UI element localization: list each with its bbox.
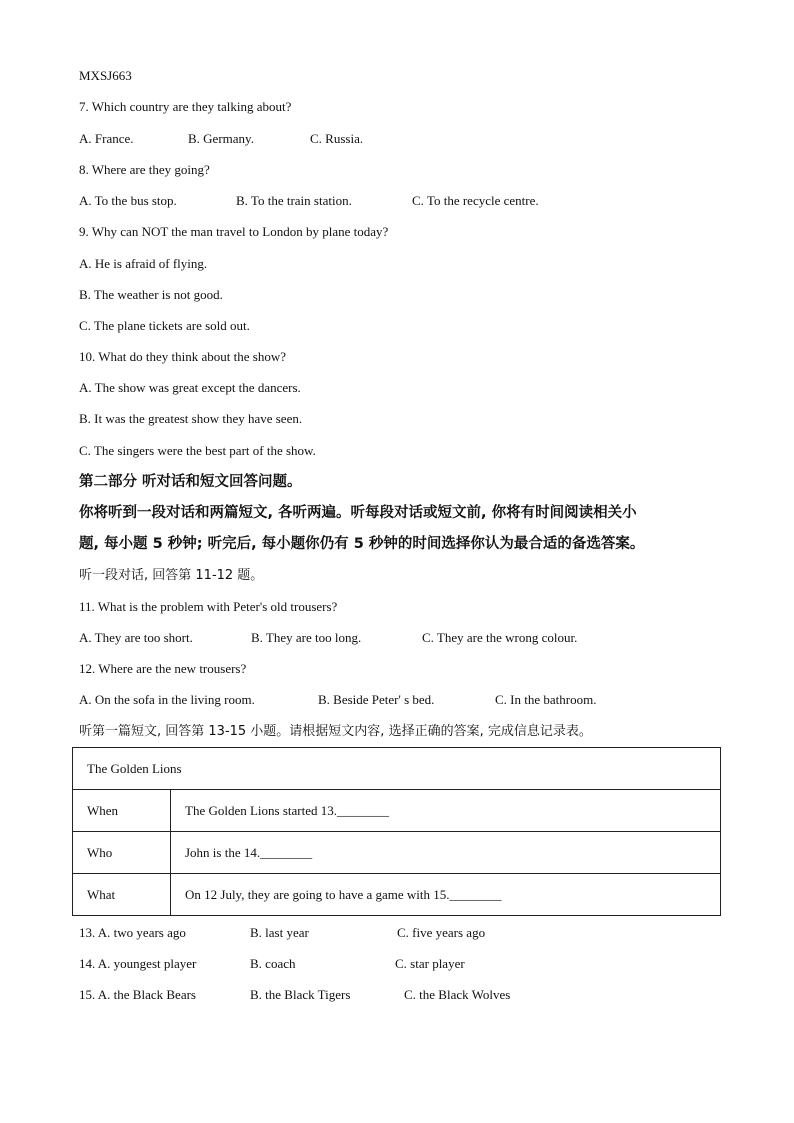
question-10-option-a[interactable]: A. The show was great except the dancers. — [79, 380, 301, 395]
table-title-row — [73, 748, 721, 790]
header-code: MXSJ663 — [79, 68, 132, 83]
option-c[interactable]: C. five years ago — [397, 925, 486, 940]
table-row-text: John is the 14.________ — [171, 832, 721, 874]
question-11: 11. What is the problem with Peter's old trousers? — [79, 599, 338, 614]
option-b[interactable]: B. last year — [250, 925, 309, 940]
option-a[interactable]: A. To the bus stop. — [79, 193, 177, 208]
question-10: 10. What do they think about the show? — [79, 349, 287, 364]
option-c[interactable]: C. In the bathroom. — [495, 692, 597, 707]
question-10-option-c[interactable]: C. The singers were the best part of the show. — [79, 443, 316, 458]
option-a[interactable]: A. On the sofa in the living room. — [79, 692, 255, 707]
question-9: 9. Why can NOT the man travel to London by plane today? — [79, 224, 389, 239]
table-row-text: On 12 July, they are going to have a game with 15.________ — [171, 874, 721, 916]
option-c[interactable]: C. They are the wrong colour. — [422, 630, 578, 645]
question-10-option-b[interactable]: B. It was the greatest show they have seen. — [79, 411, 303, 426]
option-a[interactable]: A. France. — [79, 131, 134, 146]
option-c[interactable]: C. Russia. — [310, 131, 364, 146]
table-row — [73, 790, 721, 832]
table-row-text: The Golden Lions started 13.________ — [171, 790, 721, 832]
option-b[interactable]: B. the Black Tigers — [250, 987, 351, 1002]
dialogue-intro: 听一段对话, 回答第 11-12 题。 — [79, 568, 264, 583]
table-row — [73, 832, 721, 874]
option-a[interactable]: A. They are too short. — [79, 630, 193, 645]
question-8: 8. Where are they going? — [79, 162, 210, 177]
option-b[interactable]: B. Beside Peter' s bed. — [318, 692, 435, 707]
option-b[interactable]: B. coach — [250, 956, 296, 971]
option-c[interactable]: C. star player — [395, 956, 465, 971]
section-2-instruction-2: 题, 每小题 5 秒钟; 听完后, 每小题你仍有 5 秒钟的时间选择你认为最合适的备选答案。 — [79, 536, 645, 552]
question-9-option-b[interactable]: B. The weather is not good. — [79, 287, 223, 302]
info-record-table — [72, 747, 721, 916]
table-row-label: Who — [73, 832, 171, 874]
table-title: The Golden Lions — [73, 748, 721, 790]
question-9-option-a[interactable]: A. He is afraid of flying. — [79, 256, 208, 271]
option-b[interactable]: B. They are too long. — [251, 630, 362, 645]
section-2-instruction-1: 你将听到一段对话和两篇短文, 各听两遍。听每段对话或短文前, 你将有时间阅读相关小 — [79, 505, 637, 521]
option-c[interactable]: C. the Black Wolves — [404, 987, 511, 1002]
passage-intro: 听第一篇短文, 回答第 13-15 小题。请根据短文内容, 选择正确的答案, 完成信息记录表。 — [79, 724, 592, 739]
question-12: 12. Where are the new trousers? — [79, 661, 247, 676]
option-a[interactable]: 15. A. the Black Bears — [79, 987, 196, 1002]
section-2-title: 第二部分 听对话和短文回答问题。 — [79, 474, 302, 490]
question-9-option-c[interactable]: C. The plane tickets are sold out. — [79, 318, 250, 333]
question-7: 7. Which country are they talking about? — [79, 99, 292, 114]
option-c[interactable]: C. To the recycle centre. — [412, 193, 539, 208]
table-row — [73, 874, 721, 916]
option-b[interactable]: B. Germany. — [188, 131, 254, 146]
table-row-label: What — [73, 874, 171, 916]
table-row-label: When — [73, 790, 171, 832]
option-a[interactable]: 13. A. two years ago — [79, 925, 186, 940]
option-b[interactable]: B. To the train station. — [236, 193, 352, 208]
option-a[interactable]: 14. A. youngest player — [79, 956, 197, 971]
